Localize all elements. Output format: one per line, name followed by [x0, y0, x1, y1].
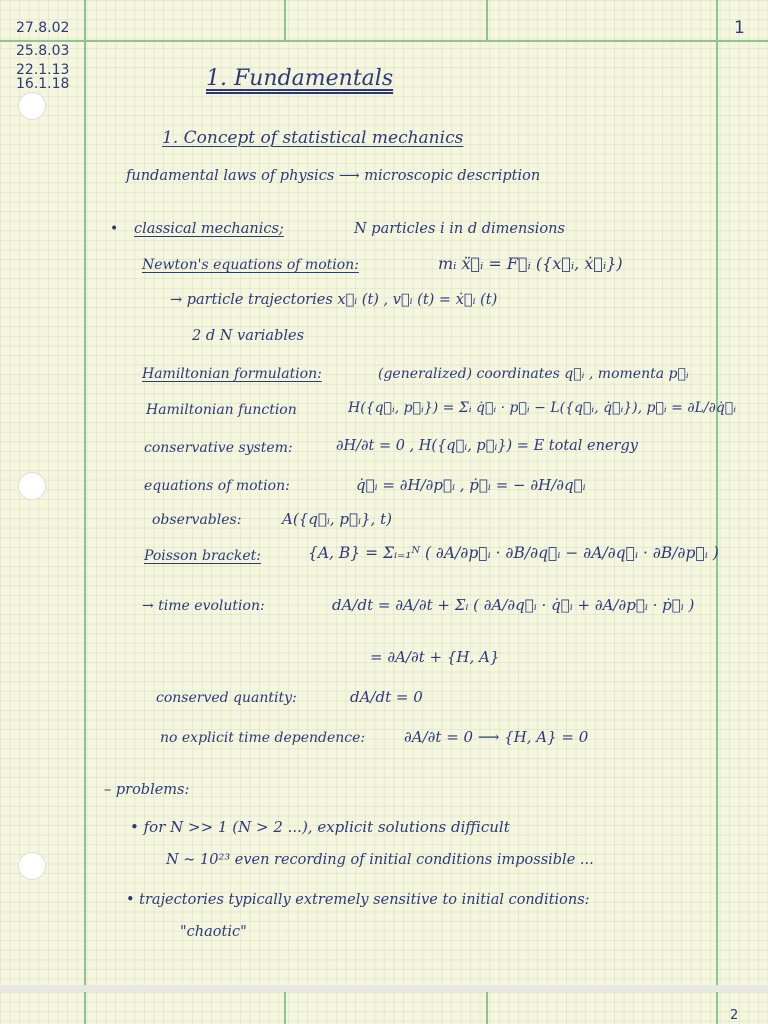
time-evolution-label: → time evolution: [142, 598, 265, 614]
conserved-label: conserved quantity: [156, 690, 297, 706]
page-number: 1 [734, 18, 745, 38]
no-explicit-label: no explicit time dependence: [160, 730, 366, 746]
date-4: 16.1.18 [16, 76, 70, 92]
punch-hole-top [18, 92, 46, 120]
bullet-classical: • [110, 221, 119, 237]
problem-item-2: • trajectories typically extremely sensitive to initial conditions: [126, 892, 590, 908]
trajectories-line: → particle trajectories x⃗ᵢ (t) , v⃗ᵢ (t) = ẋ⃗ᵢ (t) [170, 292, 498, 308]
page-gap [0, 985, 768, 992]
problems-heading: – problems: [104, 782, 190, 798]
next-left-margin-line [84, 992, 86, 1024]
punch-hole-middle [18, 472, 46, 500]
date-2: 25.8.03 [16, 43, 70, 59]
time-evolution-eq2: = ∂A/∂t + {H, A} [370, 648, 500, 666]
hamiltonian-label: Hamiltonian formulation: [142, 366, 322, 382]
next-header-divider-1 [284, 992, 286, 1024]
classical-heading-rest: N particles i in d dimensions [354, 221, 565, 237]
next-notebook-page [0, 992, 768, 1024]
date-3: 22.1.13 [16, 62, 70, 78]
poisson-eq: {A, B} = Σᵢ₌₁ᴺ ( ∂A/∂p⃗ᵢ · ∂B/∂q⃗ᵢ − ∂A/∂q⃗ᵢ · ∂B/∂p⃗ᵢ ) [308, 544, 719, 562]
conserved-eq: dA/dt = 0 [350, 688, 423, 706]
header-divider-1 [284, 0, 286, 40]
section-heading: 1. Concept of statistical mechanics [162, 128, 464, 148]
observables-eq: A({q⃗ᵢ, p⃗ᵢ}, t) [282, 510, 392, 528]
header-divider-2 [486, 0, 488, 40]
observables-label: observables: [152, 512, 242, 528]
ham-function-label: Hamiltonian function [146, 402, 297, 418]
variables-line: 2 d N variables [192, 328, 305, 344]
problem-item-1-detail: N ~ 10²³ even recording of initial conditions impossible ... [166, 852, 594, 868]
eom-eq: q̇⃗ᵢ = ∂H/∂p⃗ᵢ , ṗ⃗ᵢ = − ∂H/∂q⃗ᵢ [356, 476, 586, 494]
header-line [0, 40, 768, 42]
eom-label: equations of motion: [144, 478, 290, 494]
conservative-label: conservative system: [144, 440, 293, 456]
classical-heading: classical mechanics; [134, 221, 284, 237]
next-header-divider-2 [486, 992, 488, 1024]
conservative-eq: ∂H/∂t = 0 , H({q⃗ᵢ, p⃗ᵢ}) = E total energy [336, 438, 638, 454]
newton-label: Newton's equations of motion: [142, 257, 359, 273]
page-title: 1. Fundamentals [206, 66, 394, 91]
intro-line: fundamental laws of physics ⟶ microscopic description [126, 168, 541, 184]
punch-hole-bottom [18, 852, 46, 880]
poisson-label: Poisson bracket: [144, 548, 261, 564]
problem-item-2-detail: "chaotic" [180, 924, 247, 940]
date-1: 27.8.02 [16, 20, 70, 36]
time-evolution-eq1: dA/dt = ∂A/∂t + Σᵢ ( ∂A/∂q⃗ᵢ · q̇⃗ᵢ + ∂A/∂p⃗ᵢ · ṗ⃗ᵢ ) [332, 596, 695, 614]
newton-equation: mᵢ ẍ⃗ᵢ = F⃗ᵢ ({x⃗ᵢ, ẋ⃗ᵢ}) [438, 254, 623, 273]
next-page-number: 2 [730, 1008, 739, 1023]
hamiltonian-rest: (generalized) coordinates q⃗ᵢ , momenta p⃗ᵢ [378, 366, 689, 382]
right-margin-line [716, 0, 718, 985]
left-margin-line [84, 0, 86, 985]
next-right-margin-line [716, 992, 718, 1024]
no-explicit-eq: ∂A/∂t = 0 ⟶ {H, A} = 0 [404, 728, 589, 746]
problem-item-1: • for N >> 1 (N > 2 ...), explicit solutions difficult [130, 818, 510, 836]
ham-function-eq: H({q⃗ᵢ, p⃗ᵢ}) = Σᵢ q̇⃗ᵢ · p⃗ᵢ − L({q⃗ᵢ, q̇⃗ᵢ}), p⃗ᵢ = ∂L/∂q̇⃗ᵢ [348, 400, 737, 416]
